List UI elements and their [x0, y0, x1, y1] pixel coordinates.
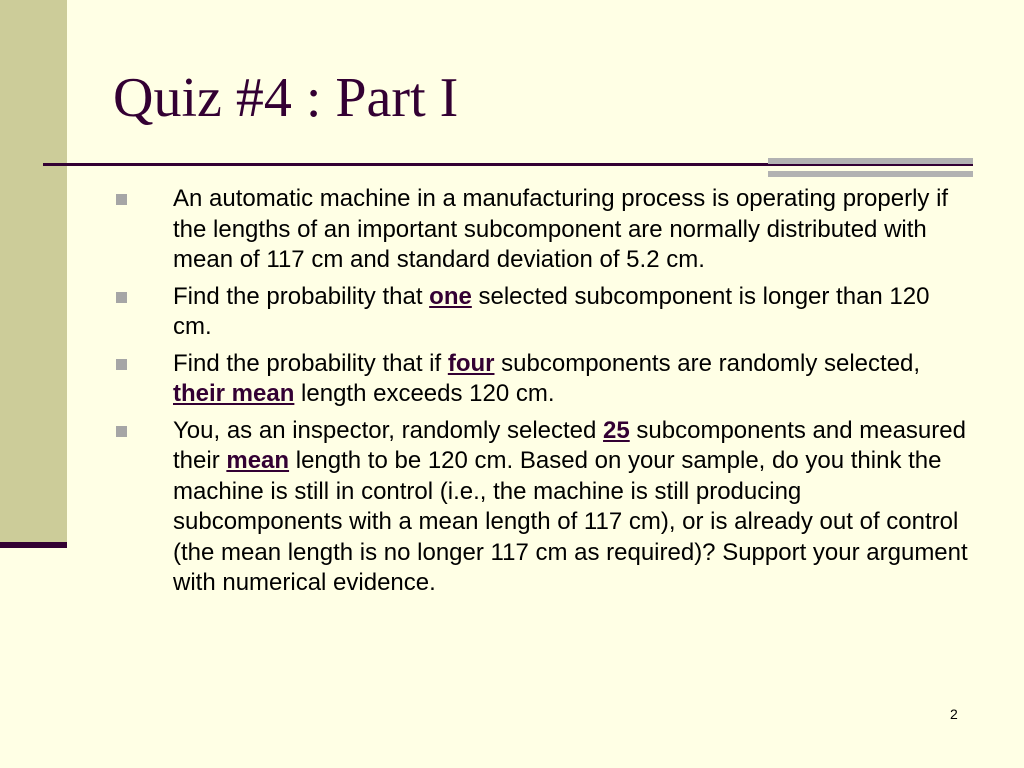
bullet-2-text-before: Find the probability that	[173, 282, 430, 310]
bullet-3-text-middle: subcomponents are randomly selected,	[494, 349, 921, 377]
side-band	[0, 0, 67, 547]
square-bullet-icon	[116, 292, 127, 303]
square-bullet-icon	[116, 426, 127, 437]
square-bullet-icon	[116, 194, 127, 205]
bullet-3-emphasis-1: four	[447, 349, 495, 377]
page-number: 2	[950, 706, 958, 722]
bullet-4-text-middle: subcomponents and measured their	[173, 416, 966, 474]
bullet-2-text-after: selected subcomponent is longer than 120 cm.	[173, 282, 930, 340]
bullet-4-text-after: length to be 120 cm. Based on your sample, do you think the machine is still in control (i.e., the machine is still producing subcomponents with a mean length of 117 cm), or is already out of control (the mean length is no longer 117 cm as required)? Support your argument with numerical evidence.	[173, 447, 968, 596]
slide-title: Quiz #4 : Part I	[113, 67, 459, 129]
title-accent-bar-top	[768, 158, 973, 164]
bullet-3-emphasis-2: their mean	[173, 380, 295, 407]
bullet-item-2	[113, 282, 973, 343]
bullet-list	[113, 184, 973, 605]
bullet-item-4	[113, 416, 973, 599]
bullet-4-text-before: You, as an inspector, randomly selected	[173, 416, 604, 444]
bullet-4-emphasis-2: mean	[226, 447, 290, 474]
bullet-3-text-after: length exceeds 120 cm.	[294, 380, 555, 407]
bullet-item-3	[113, 349, 973, 410]
side-accent-bar	[0, 542, 67, 548]
bullet-1-text: An automatic machine in a manufacturing process is operating properly if the lengths of an important subcomponent are normally distributed with mean of 117 cm and standard deviation of 5.2 cm.	[173, 185, 949, 273]
bullet-3-text-before: Find the probability that if	[173, 349, 448, 377]
title-accent-bar-bottom	[768, 171, 973, 177]
bullet-item-1	[113, 184, 973, 276]
bullet-2-emphasis: one	[429, 282, 472, 310]
bullet-4-emphasis-1: 25	[603, 416, 630, 444]
square-bullet-icon	[116, 359, 127, 370]
